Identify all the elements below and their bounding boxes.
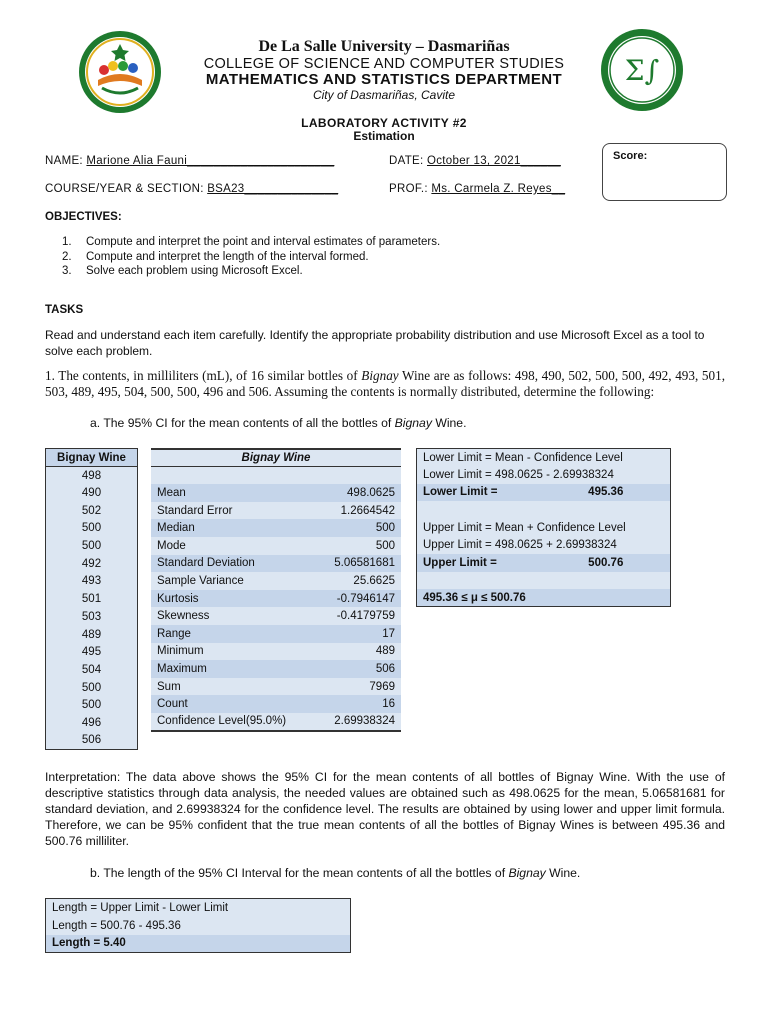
stats-table-header: Bignay Wine [151,449,401,467]
data-value-cell: 492 [81,557,102,570]
objectives-heading: OBJECTIVES: [45,211,122,223]
limits-blank-row [417,501,671,519]
stat-label: Kurtosis [157,592,199,605]
stat-label: Sum [157,680,181,693]
upper-calc: Upper Limit = 498.0625 + 2.69938324 [423,539,617,552]
table-row [151,678,401,696]
table-row [151,625,401,643]
data-value-cell: 503 [81,610,102,623]
professor-value: Ms. Carmela Z. Reyes__ [431,183,566,195]
data-value-cell: 500 [81,681,102,694]
table-row [151,607,401,625]
data-value-cell: 504 [81,663,102,676]
upper-result-value: 500.76 [588,554,670,572]
tasks-instruction: Read and understand each item carefully. Identify the appropriate probability distribution and use Microsoft Excel as a tool to solve each problem. [45,328,705,358]
data-value-cell: 502 [81,504,102,517]
stat-value: 2.69938324 [316,713,401,731]
list-item: 3. Solve each problem using Microsoft Excel. [62,265,303,277]
interpretation-text: Interpretation: The data above shows the 95% CI for the mean contents of all bottles of Bignay Wine. With the use of descriptive statistics through data analysis, the needed values are obtained such as 498.0625 for the mean, 5.06581681 for standard deviation, and 2.69938324 for the confidence level. The results are obtained by using lower and upper limit formula. Therefore, we can be 95% confident that the true mean contents of all the bottles of Bignay Wines is between 495.36 and 500.76 milliliter. [45,770,725,848]
stat-label: Minimum [157,645,204,658]
score-box [602,143,727,201]
course-label: COURSE/YEAR & SECTION: [45,183,204,195]
table-row [151,502,401,520]
table-row [151,572,401,590]
tasks-heading: TASKS [45,304,84,316]
stat-label: Range [157,627,191,640]
table-row [151,695,401,713]
activity-title: LABORATORY ACTIVITY #2 [301,116,467,130]
upper-result-label: Upper Limit = [417,554,589,572]
stat-label: Maximum [157,662,207,675]
stat-label: Mode [157,539,186,552]
stat-value: 5.06581681 [334,557,395,570]
data-value-cell: 506 [81,734,102,747]
length-result: Length = 5.40 [46,935,351,953]
table-row [151,555,401,573]
data-table [45,448,138,750]
date-field [389,155,561,167]
data-value-cell: 498 [81,469,102,482]
stat-value: 25.6625 [353,574,395,587]
data-table-header: Bignay Wine [46,449,138,467]
stat-value: 500 [375,539,395,552]
name-value: Marione Alia Fauni______________________ [86,155,335,167]
data-value-cell: 490 [81,487,102,500]
table-row [151,484,401,502]
stat-label: Confidence Level(95.0%) [151,713,316,731]
name-field [45,155,334,167]
objectives-list [62,235,440,279]
university-name: De La Salle University – Dasmariñas [258,38,510,55]
course-field [45,183,338,195]
professor-label: PROF.: [389,183,428,195]
limits-table [416,448,671,607]
upper-formula: Upper Limit = Mean + Confidence Level [423,521,626,534]
table-row [151,537,401,555]
table-row [151,643,401,661]
limits-blank-row [417,572,671,590]
data-value-cell: 500 [81,699,102,712]
part-a-question: a. The 95% CI for the mean contents of all the bottles of Bignay Wine. [90,416,467,430]
list-item: 2. Compute and interpret the length of the interval formed. [62,250,369,263]
length-formula: Length = Upper Limit - Lower Limit [52,901,229,914]
activity-subtitle: Estimation [353,129,415,143]
stat-value: -0.4179759 [336,610,395,623]
table-row [151,590,401,608]
data-value-cell: 495 [81,646,102,659]
lower-result-label: Lower Limit = [417,484,589,502]
name-label: NAME: [45,155,83,167]
table-row [151,519,401,537]
table-row [151,660,401,678]
professor-field [389,183,565,195]
data-value-cell: 489 [81,628,102,641]
stat-label: Sample Variance [157,574,244,587]
table-row [151,713,401,731]
stat-label: Count [157,698,188,711]
stat-value: 16 [382,698,395,711]
department-name: MATHEMATICS AND STATISTICS DEPARTMENT [205,71,563,88]
stat-label: Mean [157,486,186,499]
svg-text:Σ∫: Σ∫ [624,54,660,87]
stat-label: Standard Deviation [157,557,255,570]
confidence-interval: 495.36 ≤ μ ≤ 500.76 [417,589,671,607]
length-table [45,898,351,953]
city-name: City of Dasmariñas, Cavite [312,88,456,102]
stat-value: 489 [375,645,395,658]
length-calc: Length = 500.76 - 495.36 [52,919,181,932]
date-label: DATE: [389,155,424,167]
lower-calc: Lower Limit = 498.0625 - 2.69938324 [423,468,614,481]
stat-label: Median [157,522,195,535]
data-value-cell: 501 [81,593,102,606]
part-b-question: b. The length of the 95% CI Interval for the mean contents of all the bottles of Bignay Wine. [90,866,581,880]
stat-value: 1.2664542 [340,504,395,517]
course-value: BSA23______________ [207,183,339,195]
stat-value: 17 [382,627,395,640]
data-value-cell: 500 [81,540,102,553]
data-value-cell: 493 [81,575,102,588]
stat-value: 498.0625 [347,486,395,499]
score-label: Score: [613,150,648,162]
stat-value: 7969 [369,680,395,693]
descriptive-stats-table [151,448,401,732]
lower-result-value: 495.36 [588,484,670,502]
list-item: 1. Compute and interpret the point and interval estimates of parameters. [62,236,441,248]
college-name: COLLEGE OF SCIENCE AND COMPUTER STUDIES [203,56,565,72]
stat-value: 500 [375,522,395,535]
stat-value: -0.7946147 [336,592,395,605]
stat-label: Standard Error [157,504,233,517]
stat-value: 506 [375,662,395,675]
data-value-cell: 500 [81,522,102,535]
date-value: October 13, 2021______ [427,155,561,167]
lower-formula: Lower Limit = Mean - Confidence Level [423,451,623,464]
data-value-cell: 496 [81,716,102,729]
stat-label: Skewness [157,610,210,623]
problem-1-statement: 1. The contents, in milliliters (mL), of 16 similar bottles of Bignay Wine are as follows: 498, 490, 502, 500, 500, 492, 493, 501, 503, 489, 495, 504, 500, 500, 496 and 506. Assuming the contents is normally distributed, determine the following: [45,368,726,399]
stats-blank-row [151,467,401,485]
